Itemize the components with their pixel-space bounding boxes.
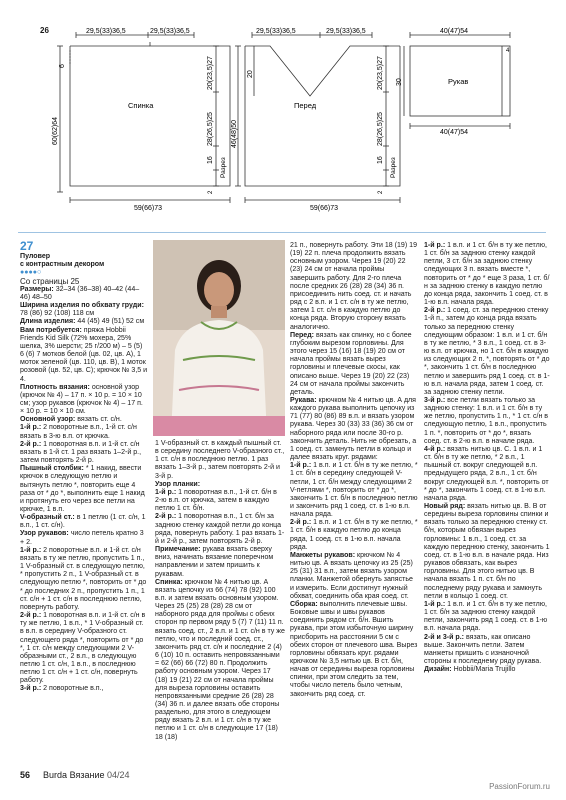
watermark: PassionForum.ru — [489, 782, 550, 791]
back-outline — [70, 42, 230, 186]
back-bottom-width: 59(66)73 — [134, 205, 163, 212]
back-label: Спинка — [128, 101, 154, 110]
sleeve-bottom-width: 40(47)54 — [440, 129, 469, 136]
back-top-width-right: 29,5(33)36,5 — [150, 28, 190, 35]
sleeve-small: 4 — [506, 48, 510, 54]
column-4: 1-й р.: 1 в.п. и 1 ст. б/н в ту же петлю, 1 ст. б/н за заднюю стенку каждой петли, 3 ст. б/н за заднюю стенку следующих 3 п. вязать вместе *, повторить от * до * еще 3 раза, 1 ст. б/н за заднюю стенку в каждую петлю до конца ряда, закончить 1 соед. ст. в 1-ю в.п. начала ряда. 2-й р.: 1 соед. ст. за переднюю стенку 1-й п., затем до конца ряда вязать только за переднюю стенку следующим образом: 1 в.п. и 1 ст. б/н в ту же петлю, * 3 в.п., 1 соед. ст. в 3-ю в.п. от крючка, но 1 ст. б/н в каждую из следующих 2 п. *, повторять от * до *, закончить 1 ст. б/н в последнюю петлю и завершить ряд 1 соед. ст. в 1-ю в.п. начала ряда, затем 1 соед. ст. за заднюю стенку петли. 3-й р.: все петли вязать только за заднюю стенку: 1 в.п. и 1 ст. б/н в ту же петлю, пропустить 1 п., * 1 ст. с/н в следующую петлю, 1 в.п., пропустить 1 п. *, повторить от * до *, вязать соед. ст. в 2-ю в.п. в начале ряда. 4-й р.: вязать нитью цв. С. 1 в.п. и 1 ст. б/н в ту же петлю, * 2 в.п., 1 пышный ст. вокруг следующей в.п. предыдущего ряда, 2 в.п., 1 ст. б/н вокруг следующей в.п. *, повторить от * до *, закончить 1 соед. ст. в 1-ю в.п. начала ряда. Новый ряд: вязать нитью цв. В. В от середины выреза горловины спинки и вязать только за переднюю стенку ст. б/н, которым обвязан вырез горловины: 1 в.п., 1 соед. ст. за каждую переднюю стенку, закончить 1 соед. ст. в 1-ю в.п. в начале ряда. Низ рукавов обвязать, как вырез горловины. Для этого нитью цв. В начала вязать 1 п. ст. б/н по последнему ряду рукава и замкнуть петли в кольцо 1 соед. ст. 1-й р.: 1 в.п. и 1 ст. б/н в ту же петлю, 1 ст. б/н за заднюю стенку каждой петли, закончить ряд 1 соед. ст. в 1-ю в.п. начала ряда. 2-й и 3-й р.: вязать, как описано выше. Закончить петли. Затем манжеты пришить с изнаночной стороны к последнему ряду рукава. Дизайн: Hobbii/Maria Trujillo — [424, 242, 550, 674]
photo-ref: Со страницы 25 — [20, 276, 80, 286]
front-rib-label: Разрез — [390, 157, 397, 178]
difficulty-dots: ●●●●○ — [20, 269, 42, 277]
front-top-width: 29,5(33)36,5 — [256, 28, 296, 35]
column-3: 21 п., повернуть работу. Эти 18 (19) 19 (19) 22 п. плеча продолжить вязать основным узором. Через 19 (20) 22 (23) 24 см от начала проймы завершить работу. Для 2-го плеча после средних 26 (28) 28 (34) 36 п. присоединить нить соед. ст. и начать ряд с 2 в.п. и 1 ст. с/н в ту же петлю, затем 1 ст. с/н в каждую петлю до конца ряда. Вторую сторону вязать аналогично. Перед: вязать как спинку, но с более глубоким вырезом горловины. Для этого через 15 (16) 18 (19) 20 см от начала проймы вязать вырез горловины и плечевые скосы, как описано выше. Через 19 (20) 22 (23) 24 см от начала проймы закончить деталь. Рукава: крючком № 4 нитью цв. А для каждого рукава выполнить цепочку из 71 (77) 80 (86) 89 в.п. и вязать узором рукава. Через 30 (33) 33 (36) 36 см от наборного ряда или после 30-го р. закончить деталь. Нить не обрезать, а 1 соед. ст. замкнуть петли в кольцо и далее вязать круг. рядами: 1-й р.: 1 в.п. и 1 ст. б/н в ту же петлю, * 1 ст. б/н в середину следующей V-петли, 1 ст. б/н между следующими 2 V-петлями *, повторить от * до *, закончить 1 ст. б/н в последнюю петлю и закончить ряд 1 соед. ст. в 1-ю в.п. начала ряда. 2-й р.: 1 в.п. и 1 ст. б/н в ту же петлю, * 1 ст. б/н в каждую петлю до конца ряда, 1 соед. ст. в 1-ю в.п. начала ряда. Манжеты рукавов: крючком № 4 нитью цв. А вязать цепочку из 25 (25) 25 (31) 31 в.п., затем вязать узором планки. Манжетой обернуть запястье и измерить. Если достигнут нужный обхват, соединить оба края соед. ст. Сборка: выполнить плечевые швы. Боковые швы и швы рукавов соединить рядом ст. б/н. Вшить рукава, при этом избыточную ширину присборить на расстоянии 5 см с обеих сторон от плечевого шва. Вырез горловины обвязать круг. рядами крючком № 3,5 нитью цв. В ст. б/н, начав от середины выреза горловины спинки, при этом следить за тем, чтобы число петель было четным, закончить ряд соед. ст. — [290, 242, 418, 698]
column-1: 27 Пуловер с контрастным декором ●●●●○ Со страницы 25 Размеры: 32–34 (36–38) 40–42 (44–46) 48–50 Ширина изделия по обхвату груди: 78 (86) 92 (108) 118 см Длина изделия: 44 (45) 49 (51) 52 см Вам потребуется: пряжа Hobbii Friends Kid Silk (72% мохера, 25% шелка, 3% шерсти; 25 г/200 м) – 5 (5) 6 (6) 7 мотков белой (цв. 02, цв. А), 1 моток зеленой (цв. 110, цв. В), 1 моток розовой (цв. 52, цв. С); крючок № 3,5 и 4. Плотность вязания: основной узор (крючок № 4) – 17 п. × 10 р. = 10 × 10 см; узор рукавов (крючок № 4) – 17 п. × 10 р. = 10 × 10 см. Основной узор: вязать ст. с/н. 1-й р.: 2 поворотные в.п., 1-й ст. с/н вязать в 3-ю в.п. от крючка. 2-й р.: 1 поворотная в.п. и 1-й ст. с/н вязать в 1-й ст. 1 раз вязать 1–2-й р., затем повторять 2-й р. Пышный столбик: * 1 накид, ввести крючок в следующую петлю и вытянуть петлю *, повторить еще 4 раза от * до *, выполнить еще 1 накид и протянуть его через все петли на крючке, 1 в.п. V-образный ст.: в 1 петлю (1 ст. с/н, 1 в.п., 1 ст. с/н). Узор рукавов: число петель кратно 3 + 2. 1-й р.: 2 поворотные в.п. и 1-й ст. с/н вязать в ту же петлю, пропустить 1 п., 1 V-образный ст. в следующую петлю, * пропустить 2 п., 1 V-образный ст. в следующую петлю *, повторить от * до * до последних 2 п., пропустить 1 п., 1 ст. с/н + 1 ст. с/н в последнюю петлю, повернуть работу. 2-й р.: 1 поворотная в.п. и 1-й ст. с/н в ту же петлю, 1 в.п., * 1 V-образный ст. в в.п. в середину V-образного ст. следующего ряда *, повторить от * до *, 1 ст. с/н между следующими 2 V-образными ст., 2 в.п., в следующую петлю 1 ст. с/н, 1 в.п., в последнюю петлю 1 ст. с/н + 1 ст. с/н, повернуть работу. 3-й р.: 2 поворотные в.п., — [20, 239, 148, 693]
pattern-number: 27 — [20, 239, 34, 253]
front-label: Перед — [294, 101, 317, 110]
pattern-title-line1: Пуловер — [20, 253, 51, 261]
front-left-height: 46(48)50 — [231, 119, 238, 148]
footer-page: 56 — [20, 770, 31, 780]
front-bottom-width: 59(66)73 — [310, 205, 339, 212]
front-side: 28(26,5)25 — [377, 112, 384, 146]
front-neck-depth: 20 — [247, 70, 254, 78]
back-top-width-left: 29,5(33)36,5 — [86, 28, 126, 35]
back-rib-height: 16 — [207, 156, 214, 164]
back-armhole: 20(23,5)27 — [207, 56, 214, 90]
model-photo — [153, 240, 285, 436]
sleeve-top-width: 40(47)54 — [440, 28, 469, 35]
front-bottom-small: 2 — [378, 190, 384, 194]
back-rib-label: Разрез — [220, 157, 227, 178]
pattern-title-line2: с контрастным декором — [20, 261, 105, 269]
footer — [20, 770, 130, 780]
back-bottom-small: 2 — [208, 190, 214, 194]
section-divider — [18, 232, 546, 233]
sleeve-length: 30 — [396, 78, 403, 86]
front-armhole: 20(23,5)27 — [377, 56, 384, 90]
front-top-width-right: 29,5(33)36,5 — [326, 28, 366, 35]
footer-magazine: Burda Вязание — [43, 770, 105, 780]
front-rib-height: 16 — [377, 156, 384, 164]
pattern-schematics — [0, 20, 566, 230]
page-number-top: 26 — [40, 26, 49, 35]
footer-issue: 04/24 — [107, 770, 130, 780]
back-left-height: 60(62)64 — [52, 116, 59, 145]
sleeve-label: Рукав — [448, 77, 469, 86]
back-shoulder: 6 — [59, 64, 66, 68]
back-side: 28(26,5)25 — [207, 112, 214, 146]
column-2: 1 V-образный ст. в каждый пышный ст. в середину последнего V-образного ст., 1 ст. с/н в последнюю петлю. 1 раз вязать 1–3-й р., затем повторять 2-й и 3-й р. Узор планки: 1-й р.: 1 поворотная в.п., 1-й ст. б/н в 2-ю в.п. от крючка, затем в каждую петлю 1 ст. б/н. 2-й р.: 1 поворотная в.п., 1 ст. б/н за заднюю стенку каждой петли до конца ряда, повернуть работу. 1 раз вязать 1-й и 2-й р., затем повторять 2-й р. Примечание: рукава вязать сверху вниз, начинать вязание поперечном направлении и затем пришить к рукавам. Спинка: крючком № 4 нитью цв. А вязать цепочку из 66 (74) 78 (92) 100 в.п. и затем вязать основным узором. Через 25 (25) 28 (28) 28 см от наборного ряда для проймы с обеих сторон пр первом ряду 5 (7) 7 (11) 11 п. вязать соед. ст., 2 в.п. и 1 ст. с/н в ту же петлю, что и последний соед. ст., закончить ряд ст. с/н и последние 2 (4) 6 (10) 10 п. оставить непровязанными = 62 (66) 66 (72) 80 п. Продолжить работу основным узором. Через 17 (18) 19 (21) 22 см от начала проймы для выреза горловины оставить непровязанными средние 26 (28) 28 (34) 36 п. и далее вязать обе стороны раздельно, для этого в следующем ряду вязать 2 в.п. и 1 ст. с/н в ту же петлю и 1 ст. с/н в следующие 17 (18) 18 (18) — [155, 440, 285, 741]
